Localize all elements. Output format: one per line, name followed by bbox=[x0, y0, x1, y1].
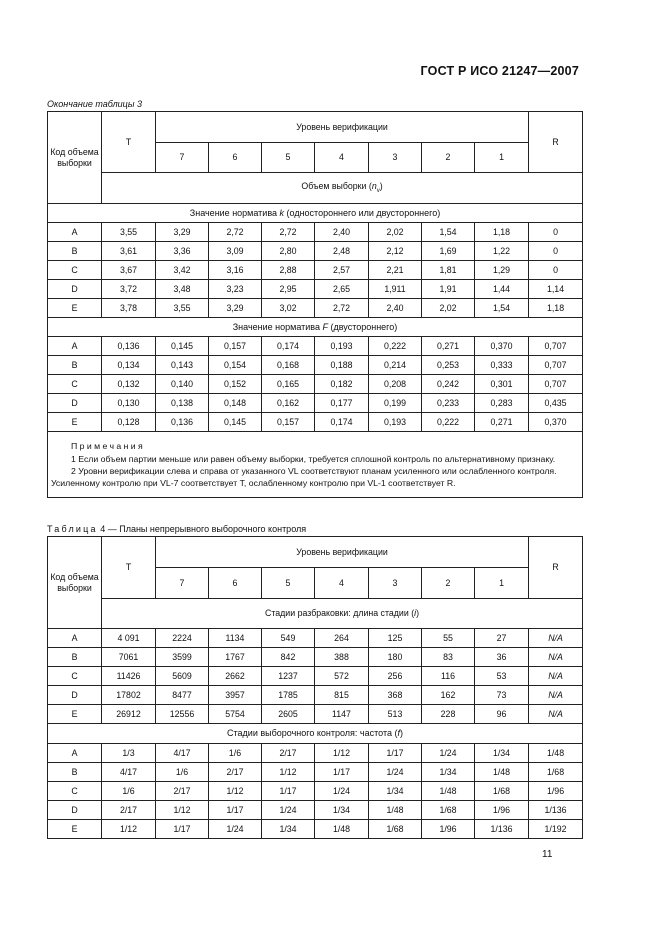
table-cell: 2/17 bbox=[262, 744, 315, 763]
table-cell: 1/6 bbox=[102, 782, 156, 801]
table-cell: 162 bbox=[422, 686, 475, 705]
table-cell: A bbox=[48, 337, 102, 356]
table-cell: 1/17 bbox=[209, 801, 262, 820]
level-cell: 7 bbox=[156, 143, 209, 173]
table-cell: E bbox=[48, 705, 102, 724]
table-cell: B bbox=[48, 648, 102, 667]
table-cell: 1,18 bbox=[529, 299, 583, 318]
table-cell: 3,48 bbox=[156, 280, 209, 299]
table-cell: 1/12 bbox=[209, 782, 262, 801]
table-cell: B bbox=[48, 356, 102, 375]
table-cell: 0,271 bbox=[422, 337, 475, 356]
table-row bbox=[48, 801, 583, 820]
table-cell: 0,134 bbox=[102, 356, 156, 375]
table-cell: 815 bbox=[315, 686, 369, 705]
table-cell: 0,707 bbox=[529, 375, 583, 394]
table-cell: N/A bbox=[529, 648, 583, 667]
table-cell: 0,193 bbox=[369, 413, 422, 432]
table-cell: 0,222 bbox=[369, 337, 422, 356]
table-cell: 2,02 bbox=[369, 223, 422, 242]
table-row bbox=[48, 337, 583, 356]
table-cell: N/A bbox=[529, 686, 583, 705]
table-cell: 0,154 bbox=[209, 356, 262, 375]
table-cell: 0,222 bbox=[422, 413, 475, 432]
level-cell: 6 bbox=[209, 568, 262, 599]
table-row bbox=[48, 375, 583, 394]
table-cell: 549 bbox=[262, 629, 315, 648]
table-cell: 0,145 bbox=[156, 337, 209, 356]
table-cell: E bbox=[48, 299, 102, 318]
table-cell: 0,143 bbox=[156, 356, 209, 375]
table-cell: 1/34 bbox=[475, 744, 529, 763]
table-cell: 0,177 bbox=[315, 394, 369, 413]
table3-notes bbox=[48, 432, 583, 498]
table-cell: 2/17 bbox=[156, 782, 209, 801]
table-cell: 1,14 bbox=[529, 280, 583, 299]
table-cell: 3,72 bbox=[102, 280, 156, 299]
table-cell: 1/17 bbox=[369, 744, 422, 763]
table-cell: 1/192 bbox=[529, 820, 583, 839]
table-cell: 116 bbox=[422, 667, 475, 686]
table-cell: 1/96 bbox=[529, 782, 583, 801]
table-cell: 0,370 bbox=[529, 413, 583, 432]
level-cell: 4 bbox=[315, 568, 369, 599]
table-cell: 513 bbox=[369, 705, 422, 724]
section-frequency-header: Стадии выборочного контроля: частота (f) bbox=[48, 724, 583, 744]
table-row bbox=[48, 280, 583, 299]
table-cell: 2,57 bbox=[315, 261, 369, 280]
table-cell: 73 bbox=[475, 686, 529, 705]
table-cell: 55 bbox=[422, 629, 475, 648]
table-cell: 0,188 bbox=[315, 356, 369, 375]
table-cell: 1/48 bbox=[475, 763, 529, 782]
table-cell: 0,148 bbox=[209, 394, 262, 413]
table-4 bbox=[47, 536, 583, 839]
note-1: 1 Если объем партии меньше или равен объему выборки, требуется сплошной контроль по альтернативному признаку. bbox=[71, 453, 556, 464]
level-cell: 2 bbox=[422, 143, 475, 173]
table-cell: 1/68 bbox=[475, 782, 529, 801]
level-cell: 3 bbox=[369, 568, 422, 599]
table-cell: 1767 bbox=[209, 648, 262, 667]
table-cell: 8477 bbox=[156, 686, 209, 705]
table-cell: 842 bbox=[262, 648, 315, 667]
level-cell: 1 bbox=[475, 143, 529, 173]
table-cell: 0,283 bbox=[475, 394, 529, 413]
table-cell: 0,370 bbox=[475, 337, 529, 356]
table-cell: 0,174 bbox=[315, 413, 369, 432]
table-cell: 27 bbox=[475, 629, 529, 648]
table-cell: 1/12 bbox=[102, 820, 156, 839]
table-cell: 0,253 bbox=[422, 356, 475, 375]
table-cell: 572 bbox=[315, 667, 369, 686]
table-cell: 1/34 bbox=[422, 763, 475, 782]
table-cell: 0,157 bbox=[209, 337, 262, 356]
table-cell: A bbox=[48, 744, 102, 763]
table-cell: 3599 bbox=[156, 648, 209, 667]
table-cell: 0,174 bbox=[262, 337, 315, 356]
table-cell: 1/34 bbox=[315, 801, 369, 820]
table-cell: 256 bbox=[369, 667, 422, 686]
table-cell: 228 bbox=[422, 705, 475, 724]
table-cell: 3,16 bbox=[209, 261, 262, 280]
table-cell: 2605 bbox=[262, 705, 315, 724]
table-cell: 17802 bbox=[102, 686, 156, 705]
table-row bbox=[48, 261, 583, 280]
table-cell: 5609 bbox=[156, 667, 209, 686]
table-cell: 1,54 bbox=[422, 223, 475, 242]
table-cell: 2,88 bbox=[262, 261, 315, 280]
table-cell: 0,208 bbox=[369, 375, 422, 394]
table-cell: 0,136 bbox=[102, 337, 156, 356]
table-cell: 3,09 bbox=[209, 242, 262, 261]
table-cell: 36 bbox=[475, 648, 529, 667]
table-cell: 1/68 bbox=[369, 820, 422, 839]
section-f-header: Значение норматива F (двустороннего) bbox=[48, 318, 583, 337]
level-cell: 5 bbox=[262, 568, 315, 599]
table3-caption: Окончание таблицы 3 bbox=[47, 99, 142, 109]
table-cell: B bbox=[48, 763, 102, 782]
table-cell: 1/24 bbox=[209, 820, 262, 839]
table-cell: 0 bbox=[529, 223, 583, 242]
table-cell: 0,136 bbox=[156, 413, 209, 432]
level-header: Уровень верификации bbox=[156, 112, 529, 143]
table-cell: 1/24 bbox=[422, 744, 475, 763]
table-row bbox=[48, 763, 583, 782]
table-cell: 1/136 bbox=[475, 820, 529, 839]
table-cell: 1/68 bbox=[529, 763, 583, 782]
code-header: Код объема выборки bbox=[48, 112, 102, 204]
table-cell: 26912 bbox=[102, 705, 156, 724]
table-cell: D bbox=[48, 280, 102, 299]
table-cell: N/A bbox=[529, 629, 583, 648]
t-header: T bbox=[102, 537, 156, 599]
table-cell: 1147 bbox=[315, 705, 369, 724]
table-cell: A bbox=[48, 223, 102, 242]
table-cell: 4/17 bbox=[102, 763, 156, 782]
r-header: R bbox=[529, 112, 583, 173]
table-cell: 2,48 bbox=[315, 242, 369, 261]
section-k-header: Значение норматива k (одностороннего или двустороннего) bbox=[48, 204, 583, 223]
table-cell: 2,95 bbox=[262, 280, 315, 299]
table-cell: 3,78 bbox=[102, 299, 156, 318]
table-cell: 1/3 bbox=[102, 744, 156, 763]
table-cell: 0 bbox=[529, 242, 583, 261]
table-cell: 1/17 bbox=[156, 820, 209, 839]
table-cell: D bbox=[48, 394, 102, 413]
table-cell: 1/17 bbox=[262, 782, 315, 801]
table-cell: 53 bbox=[475, 667, 529, 686]
table-cell: 1,29 bbox=[475, 261, 529, 280]
table-cell: 4 091 bbox=[102, 629, 156, 648]
table-cell: 2,21 bbox=[369, 261, 422, 280]
table-cell: 0,242 bbox=[422, 375, 475, 394]
table-cell: 1/96 bbox=[422, 820, 475, 839]
table-cell: 2662 bbox=[209, 667, 262, 686]
table-cell: 83 bbox=[422, 648, 475, 667]
table-cell: 0,193 bbox=[315, 337, 369, 356]
table-cell: 0,138 bbox=[156, 394, 209, 413]
table-cell: C bbox=[48, 782, 102, 801]
table-cell: 11426 bbox=[102, 667, 156, 686]
table-cell: 0,182 bbox=[315, 375, 369, 394]
level-cell: 4 bbox=[315, 143, 369, 173]
table-cell: 0,132 bbox=[102, 375, 156, 394]
level-header: Уровень верификации bbox=[156, 537, 529, 568]
table-cell: 388 bbox=[315, 648, 369, 667]
table-cell: 125 bbox=[369, 629, 422, 648]
table-cell: 1/24 bbox=[315, 782, 369, 801]
table-cell: C bbox=[48, 375, 102, 394]
table-cell: 1/48 bbox=[529, 744, 583, 763]
table-cell: 0,145 bbox=[209, 413, 262, 432]
table-cell: 1/12 bbox=[156, 801, 209, 820]
table-cell: 3,29 bbox=[156, 223, 209, 242]
table-cell: N/A bbox=[529, 667, 583, 686]
table-cell: N/A bbox=[529, 705, 583, 724]
table-cell: 1134 bbox=[209, 629, 262, 648]
table-cell: 1/48 bbox=[369, 801, 422, 820]
page-number: 11 bbox=[542, 849, 553, 860]
table-cell: 1/68 bbox=[422, 801, 475, 820]
table-cell: 0 bbox=[529, 261, 583, 280]
table-cell: C bbox=[48, 261, 102, 280]
table-cell: 0,199 bbox=[369, 394, 422, 413]
table-cell: 5754 bbox=[209, 705, 262, 724]
table-cell: 0,233 bbox=[422, 394, 475, 413]
table-cell: 7061 bbox=[102, 648, 156, 667]
table-cell: 3,29 bbox=[209, 299, 262, 318]
table-cell: 1,69 bbox=[422, 242, 475, 261]
table-cell: 0,333 bbox=[475, 356, 529, 375]
table4-caption: Таблица 4 — Планы непрерывного выборочного контроля bbox=[47, 524, 307, 534]
table-cell: D bbox=[48, 686, 102, 705]
table-row bbox=[48, 705, 583, 724]
table-cell: 12556 bbox=[156, 705, 209, 724]
table-cell: 1/6 bbox=[156, 763, 209, 782]
table-cell: 0,707 bbox=[529, 337, 583, 356]
table-cell: 1/136 bbox=[529, 801, 583, 820]
table-cell: 1,81 bbox=[422, 261, 475, 280]
table-cell: 1/24 bbox=[369, 763, 422, 782]
table-cell: C bbox=[48, 667, 102, 686]
table-cell: 1,91 bbox=[422, 280, 475, 299]
table-cell: 1,54 bbox=[475, 299, 529, 318]
table-cell: A bbox=[48, 629, 102, 648]
table-row bbox=[48, 744, 583, 763]
level-cell: 5 bbox=[262, 143, 315, 173]
table-cell: 2,12 bbox=[369, 242, 422, 261]
table-cell: 1237 bbox=[262, 667, 315, 686]
notes-heading: Примечания bbox=[71, 441, 146, 452]
table-cell: D bbox=[48, 801, 102, 820]
table-cell: E bbox=[48, 413, 102, 432]
table-cell: 3,55 bbox=[102, 223, 156, 242]
table-cell: 1/34 bbox=[369, 782, 422, 801]
table-cell: 96 bbox=[475, 705, 529, 724]
table-cell: B bbox=[48, 242, 102, 261]
table-cell: 3957 bbox=[209, 686, 262, 705]
level-cell: 2 bbox=[422, 568, 475, 599]
table-cell: 2,02 bbox=[422, 299, 475, 318]
table-cell: 0,162 bbox=[262, 394, 315, 413]
table-cell: 2,40 bbox=[315, 223, 369, 242]
table-cell: 3,61 bbox=[102, 242, 156, 261]
r-header: R bbox=[529, 537, 583, 599]
table-cell: 1,911 bbox=[369, 280, 422, 299]
table-cell: 2/17 bbox=[102, 801, 156, 820]
table-cell: 1/48 bbox=[422, 782, 475, 801]
document-header: ГОСТ Р ИСО 21247—2007 bbox=[420, 64, 579, 78]
table-cell: 3,02 bbox=[262, 299, 315, 318]
table-cell: 1,22 bbox=[475, 242, 529, 261]
table-3 bbox=[47, 111, 583, 498]
table-cell: 3,42 bbox=[156, 261, 209, 280]
table-cell: 1,18 bbox=[475, 223, 529, 242]
code-header: Код объема выборки bbox=[48, 537, 102, 629]
table-row bbox=[48, 356, 583, 375]
table-cell: 2/17 bbox=[209, 763, 262, 782]
table-cell: 0,157 bbox=[262, 413, 315, 432]
table-cell: 4/17 bbox=[156, 744, 209, 763]
table-cell: 3,55 bbox=[156, 299, 209, 318]
table-cell: 1/24 bbox=[262, 801, 315, 820]
sample-size-header: Объем выборки $(n_v)$ bbox=[102, 173, 583, 204]
table-cell: 3,67 bbox=[102, 261, 156, 280]
level-cell: 7 bbox=[156, 568, 209, 599]
table-row bbox=[48, 667, 583, 686]
table-cell: 180 bbox=[369, 648, 422, 667]
table-cell: 0,140 bbox=[156, 375, 209, 394]
table-cell: 368 bbox=[369, 686, 422, 705]
table-cell: 0,271 bbox=[475, 413, 529, 432]
table-cell: 2,72 bbox=[315, 299, 369, 318]
table-cell: 1/6 bbox=[209, 744, 262, 763]
table-cell: 0,435 bbox=[529, 394, 583, 413]
table-cell: 1/12 bbox=[262, 763, 315, 782]
table-row bbox=[48, 629, 583, 648]
table-row bbox=[48, 223, 583, 242]
table-cell: 1/17 bbox=[315, 763, 369, 782]
table-row bbox=[48, 782, 583, 801]
note-2: 2 Уровни верификации слева и справа от указанного VL соответствуют планам усиленного или ослабленного контроля. Усиленному контролю при VL-7 соответствует T, ослабленному контролю при VL-1 соответствует R. bbox=[51, 466, 557, 489]
table-cell: 3,36 bbox=[156, 242, 209, 261]
level-cell: 6 bbox=[209, 143, 262, 173]
table-cell: 1/12 bbox=[315, 744, 369, 763]
table-cell: 0,130 bbox=[102, 394, 156, 413]
table-cell: 0,165 bbox=[262, 375, 315, 394]
table-cell: 0,707 bbox=[529, 356, 583, 375]
table-cell: 0,128 bbox=[102, 413, 156, 432]
table-cell: 2,72 bbox=[262, 223, 315, 242]
table-cell: 1785 bbox=[262, 686, 315, 705]
table-cell: 0,152 bbox=[209, 375, 262, 394]
table-cell: 2,65 bbox=[315, 280, 369, 299]
level-cell: 3 bbox=[369, 143, 422, 173]
table-cell: 2,40 bbox=[369, 299, 422, 318]
table-cell: 1/96 bbox=[475, 801, 529, 820]
table-cell: 0,301 bbox=[475, 375, 529, 394]
table-row bbox=[48, 394, 583, 413]
table-cell: 2,72 bbox=[209, 223, 262, 242]
table-row bbox=[48, 686, 583, 705]
table-cell: E bbox=[48, 820, 102, 839]
table-cell: 1/48 bbox=[315, 820, 369, 839]
table-cell: 3,23 bbox=[209, 280, 262, 299]
table-row bbox=[48, 413, 583, 432]
table-row bbox=[48, 299, 583, 318]
table-row bbox=[48, 820, 583, 839]
stage-length-header: Стадии разбраковки: длина стадии (i) bbox=[102, 599, 583, 629]
level-cell: 1 bbox=[475, 568, 529, 599]
table-cell: 2,80 bbox=[262, 242, 315, 261]
table-row bbox=[48, 242, 583, 261]
table-cell: 264 bbox=[315, 629, 369, 648]
table-row bbox=[48, 648, 583, 667]
table-cell: 0,168 bbox=[262, 356, 315, 375]
table-cell: 1/34 bbox=[262, 820, 315, 839]
table-cell: 0,214 bbox=[369, 356, 422, 375]
t-header: T bbox=[102, 112, 156, 173]
table-cell: 1,44 bbox=[475, 280, 529, 299]
table-cell: 2224 bbox=[156, 629, 209, 648]
